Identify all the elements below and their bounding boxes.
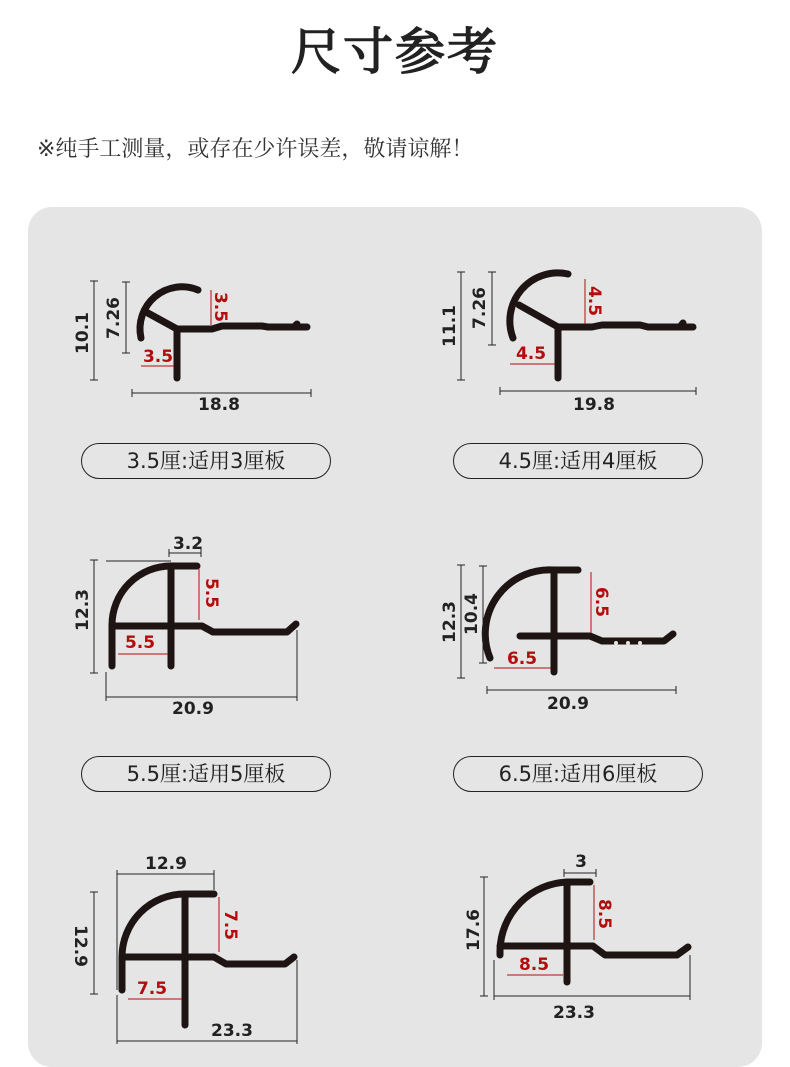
- dim-width: 20.9: [172, 699, 214, 719]
- dim-width: 18.8: [198, 395, 240, 415]
- profile-4-label: 6.5厘:适用6厘板: [453, 756, 703, 792]
- dim-red-vertical: 6.5: [591, 586, 611, 618]
- dim-width: 20.9: [547, 694, 589, 714]
- dim-height-total: 10.1: [73, 312, 93, 354]
- dim-red-horizontal: 8.5: [518, 955, 550, 975]
- dim-height-total: 12.3: [440, 601, 460, 643]
- dim-red-vertical: 4.5: [584, 285, 604, 317]
- dim-height-total: 11.1: [440, 305, 460, 347]
- dim-red-vertical: 7.5: [220, 909, 240, 941]
- dim-height-total: 17.6: [464, 909, 484, 951]
- dim-top: 12.9: [145, 854, 187, 874]
- dim-width: 23.3: [211, 1021, 253, 1041]
- dim-width: 23.3: [553, 1003, 595, 1023]
- profile-3: [73, 534, 297, 719]
- dim-top: 3: [575, 852, 587, 872]
- dim-red-horizontal: 7.5: [136, 979, 168, 999]
- profile-1-label: 3.5厘:适用3厘板: [81, 443, 331, 479]
- profile-5: [70, 854, 297, 1044]
- dim-height-total: 12.3: [73, 589, 93, 631]
- dim-width: 19.8: [573, 395, 615, 415]
- dim-red-vertical: 5.5: [201, 577, 221, 609]
- measurement-note: ※纯手工测量，或存在少许误差，敬请谅解！: [37, 137, 474, 162]
- profile-6: [464, 852, 690, 1023]
- profile-4: [440, 565, 676, 714]
- profile-3-label: 5.5厘:适用5厘板: [81, 756, 331, 792]
- profile-1: [73, 281, 311, 415]
- dim-height-total: 12.9: [70, 925, 90, 967]
- dim-red-horizontal: 5.5: [124, 633, 156, 653]
- dim-red-horizontal: 6.5: [506, 649, 538, 669]
- dim-height-inner: 7.26: [104, 297, 124, 339]
- dim-red-vertical: 8.5: [594, 898, 614, 930]
- dim-height-inner: 7.26: [470, 287, 490, 329]
- dim-height-inner: 10.4: [462, 593, 482, 635]
- dim-red-vertical: 3.5: [210, 291, 230, 323]
- profile-2: [440, 272, 696, 415]
- dim-red-horizontal: 3.5: [142, 347, 174, 367]
- page-title: 尺寸参考: [291, 23, 499, 81]
- profile-2-label: 4.5厘:适用4厘板: [453, 443, 703, 479]
- dim-top: 3.2: [172, 534, 204, 554]
- dim-red-horizontal: 4.5: [515, 344, 547, 364]
